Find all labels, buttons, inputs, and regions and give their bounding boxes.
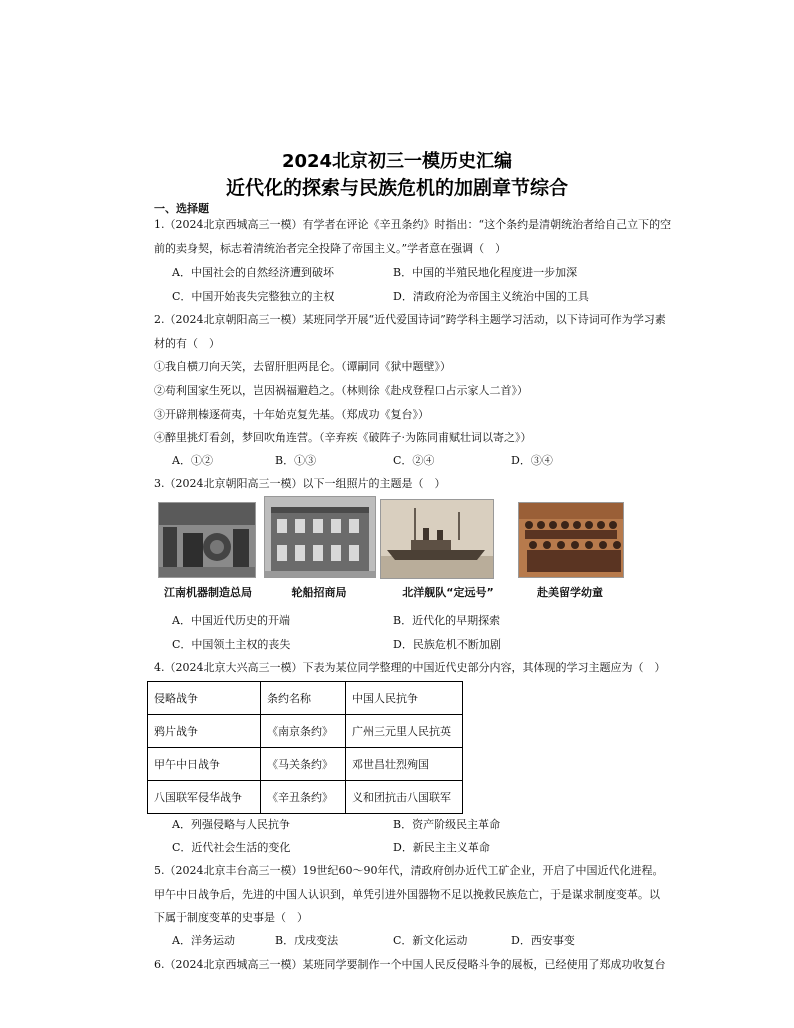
q1-option-a: A．中国社会的自然经济遭到破坏 xyxy=(172,266,334,279)
q5-option-c: C．新文化运动 xyxy=(393,934,468,947)
q1-option-c: C．中国开始丧失完整独立的主权 xyxy=(172,290,335,303)
table-cell: 邓世昌壮烈殉国 xyxy=(346,748,463,781)
q1-stem-line2: 前的卖身契，标志着清统治者完全投降了帝国主义。”学者意在强调（ ） xyxy=(154,242,507,255)
q3-stem-line1: 3.（2024北京朝阳高三一模）以下一组照片的主题是（ ） xyxy=(154,477,446,490)
table-cell: 甲午中日战争 xyxy=(148,748,261,781)
q3-option-a: A．中国近代历史的开端 xyxy=(172,614,290,627)
q5-stem-line1: 5.（2024北京丰台高三一模）19世纪60～90年代，清政府创办近代工矿企业，开启了中国近代化进程。 xyxy=(154,864,664,877)
section-heading: 一、选择题 xyxy=(154,202,209,215)
q4-option-a: A．列强侵略与人民抗争 xyxy=(172,818,290,831)
q2-poem-2: ②苟利国家生死以，岂因祸福避趋之。（林则徐《赴戍登程口占示家人二首》） xyxy=(154,384,528,397)
q5-option-b: B．戊戌变法 xyxy=(275,934,339,947)
table-cell: 广州三元里人民抗英 xyxy=(346,715,463,748)
table-cell: 条约名称 xyxy=(261,682,346,715)
q2-stem-line2: 材的有（ ） xyxy=(154,337,220,350)
table-cell: 侵略战争 xyxy=(148,682,261,715)
q1-option-b: B．中国的半殖民地化程度进一步加深 xyxy=(393,266,578,279)
q2-poem-4: ④醉里挑灯看剑，梦回吹角连营。（辛弃疾《破阵子·为陈同甫赋壮词以寄之》） xyxy=(154,431,532,444)
table-row xyxy=(148,715,463,748)
photo-caption-3: 北洋舰队“定远号” xyxy=(402,586,494,599)
q2-option-b: B．①③ xyxy=(275,454,317,467)
q5-stem-line2: 甲午中日战争后，先进的中国人认识到，单凭引进外国器物不足以挽救民族危亡，于是谋求制度变革。以 xyxy=(154,888,660,901)
table-row xyxy=(148,748,463,781)
photo-students-to-america xyxy=(518,502,624,578)
photo-caption-4: 赴美留学幼童 xyxy=(537,586,603,599)
q4-option-c: C．近代社会生活的变化 xyxy=(172,841,291,854)
q5-option-d: D．西安事变 xyxy=(511,934,575,947)
q3-option-c: C．中国领土主权的丧失 xyxy=(172,638,291,651)
photo-caption-1: 江南机器制造总局 xyxy=(164,586,252,599)
table-cell: 《辛丑条约》 xyxy=(261,781,346,814)
q2-poem-1: ①我自横刀向天笑，去留肝胆两昆仑。（谭嗣同《狱中题壁》） xyxy=(154,360,451,373)
table-cell: 八国联军侵华战争 xyxy=(148,781,261,814)
table-header-row xyxy=(148,682,463,715)
q5-option-a: A．洋务运动 xyxy=(172,934,235,947)
q3-option-d: D．民族危机不断加剧 xyxy=(393,638,501,651)
q1-option-d: D．清政府沦为帝国主义统治中国的工具 xyxy=(393,290,589,303)
q6-stem-line1: 6.（2024北京西城高三一模）某班同学要制作一个中国人民反侵略斗争的展板，已经使用了郑成功收复台 xyxy=(154,958,666,971)
q2-option-a: A．①② xyxy=(172,454,213,467)
photo-china-merchants-steamship xyxy=(264,496,376,578)
q2-stem-line1: 2.（2024北京朝阳高三一模）某班同学开展“近代爱国诗词”跨学科主题学习活动，以下诗词可作为学习素 xyxy=(154,313,666,326)
q5-stem-line3: 下属于制度变革的史事是（ ） xyxy=(154,911,308,924)
document-title: 2024北京初三一模历史汇编 xyxy=(281,151,513,172)
table-cell: 义和团抗击八国联军 xyxy=(346,781,463,814)
q2-option-d: D．③④ xyxy=(511,454,553,467)
table-cell: 《南京条约》 xyxy=(261,715,346,748)
photo-jiangnan-arsenal xyxy=(158,502,256,578)
document-subtitle: 近代化的探索与民族危机的加剧章节综合 xyxy=(225,177,568,199)
q3-option-b: B．近代化的早期探索 xyxy=(393,614,501,627)
q4-option-b: B．资产阶级民主革命 xyxy=(393,818,501,831)
photo-caption-2: 轮船招商局 xyxy=(291,586,347,599)
q4-option-d: D．新民主主义革命 xyxy=(393,841,490,854)
q1-stem-line1: 1.（2024北京西城高三一模）有学者在评论《辛丑条约》时指出：“这个条约是清朝统治者给自己立下的空 xyxy=(154,218,672,231)
q4-stem-line1: 4.（2024北京大兴高三一模）下表为某位同学整理的中国近代史部分内容，其体现的学习主题应为（ ） xyxy=(154,661,666,674)
q4-history-table xyxy=(147,681,463,814)
table-cell: 中国人民抗争 xyxy=(346,682,463,715)
table-cell: 《马关条约》 xyxy=(261,748,346,781)
photo-dingyuan-warship xyxy=(380,499,494,579)
q2-poem-3: ③开辟荆榛逐荷夷，十年始克复先基。（郑成功《复台》） xyxy=(154,408,429,421)
table-cell: 鸦片战争 xyxy=(148,715,261,748)
table-row xyxy=(148,781,463,814)
q2-option-c: C．②④ xyxy=(393,454,435,467)
